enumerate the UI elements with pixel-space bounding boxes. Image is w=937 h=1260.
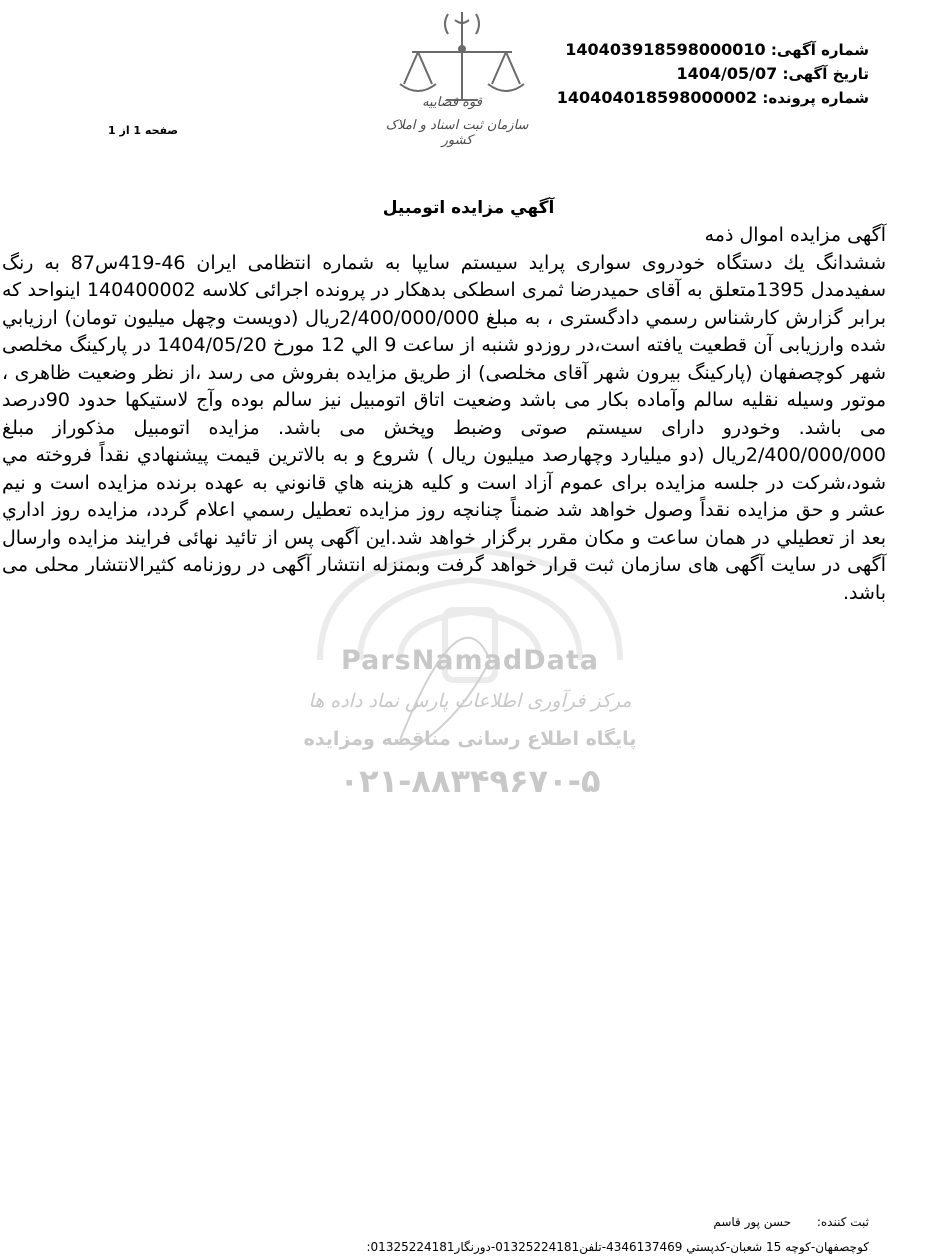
notice-body	[2, 222, 886, 607]
notice-meta	[557, 38, 869, 110]
office-address: کوچصفهان-کوچه 15 شعبان-کدپستي 4346137469-تلفن01325224181-دورنگار01325224181:	[366, 1240, 869, 1254]
notice-number: 140403918598000010	[565, 40, 766, 59]
notice-number-label: شماره آگهی:	[770, 41, 869, 59]
case-number-row	[557, 86, 869, 110]
notice-date: 1404/05/07	[676, 64, 778, 83]
case-number: 140404018598000002	[556, 88, 758, 107]
emblem-line-judiciary: قوه قضاییه	[422, 95, 482, 110]
watermark-line-portal: پایگاه اطلاع رسانی مناقصه ومزایده	[303, 728, 637, 750]
watermark-brand: ParsNamadData	[341, 645, 599, 676]
emblem-caption	[372, 95, 542, 148]
registrar-label: ثبت کننده:	[816, 1215, 869, 1229]
case-number-label: شماره پرونده:	[762, 89, 869, 107]
registrar-name: حسن پور قاسم	[713, 1215, 792, 1229]
notice-title: آگهي مزايده اتومبيل	[382, 198, 555, 218]
notice-body-heading: آگهی مزایده اموال ذمه	[704, 224, 886, 246]
watermark-phone: ۰۲۱-۸۸۳۴۹۶۷۰-۵	[339, 762, 601, 800]
notice-number-row	[557, 38, 869, 62]
notice-date-row	[557, 62, 869, 86]
registrar	[713, 1215, 869, 1229]
emblem-line-registry: سازمان ثبت اسناد و املاک کشور	[385, 118, 529, 148]
notice-date-label: تاریخ آگهی:	[782, 65, 869, 83]
page-indicator: صفحه 1 از 1	[108, 124, 179, 137]
notice-body-paragraph: ششدانگ یك دستگاه خودروی سواری پراید سیستم سایپا به شماره انتظامی ایران 46-419س87 به رنگ سفیدمدل 1395متعلق به آقای حمیدرضا ثمری اسطکی بدهکار در پرونده اجرائی کلاسه 140400002 اینواحد که برابر گزارش کارشناس رسمي دادگستری ، به مبلغ 2/400/000/000ریال (دویست وچهل میلیون تومان) ارزيابي شده وارزیابی آن قطعیت یافته است،در روزدو شنبه از ساعت 9 الي 12 مورخ 1404/05/20 در پارکینگ مخلصی شهر کوچصفهان (پارکینگ بیرون شهر آقای مخلصی) از طريق مزايده بفروش می رسد ،از نظر وضعیت ظاهری ، موتور وسیله نقلیه سالم وآماده بکار می باشد وضعیت اتاق اتومبیل نیز سالم بوده وآج لاستیکها حدود 90درصد می باشد. وخودرو دارای سیستم صوتی وضبط وپخش می باشد. مزايده اتومبیل مذکوراز مبلغ 2/400/000/000ريال (دو میلیارد وچهارصد میلیون ریال ) شروع و به بالاترين قيمت پيشنهادي نقداً فروخته مي شود،شرکت در جلسه مزایده برای عموم آزاد است و کليه هزينه هاي قانوني به عهده برنده مزايده است و نيم عشر و حق مزايده نقداً وصول خواهد شد ضمناً چنانچه روز مزايده تعطيل رسمي اعلام گردد، مزايده روز اداري بعد از تعطيلي در همان ساعت و مكان مقرر برگزار خواهد شد.این آگهی پس از تائید نهائی فرایند مزایده وارسال آگهی در سایت آگهی های سازمان ثبت قرار خواهد گرفت وبمنزله انتشار آگهی در روزنامه کثیرالانتشار محلی می باشد.	[2, 251, 886, 604]
watermark-line-center: مرکز فرآوری اطلاعات پارس نماد داده ها	[308, 690, 632, 712]
